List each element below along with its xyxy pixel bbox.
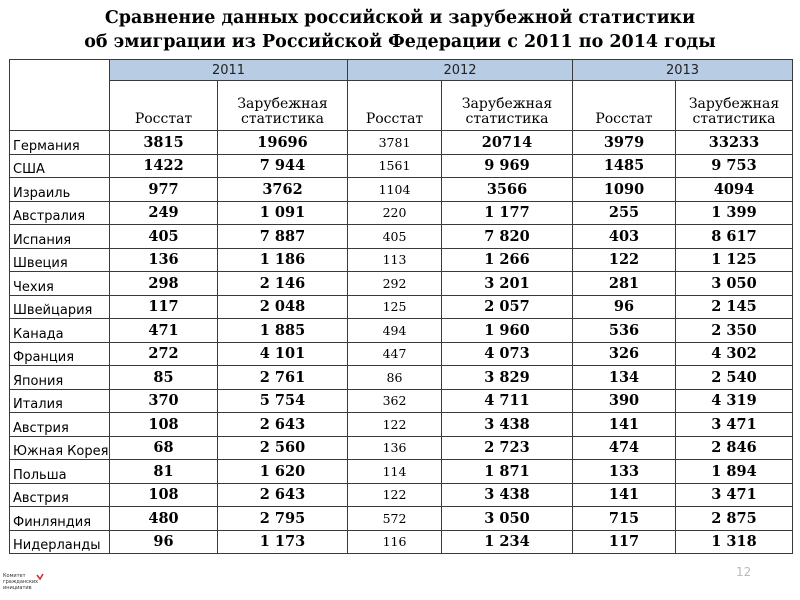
country-cell: Швеция (10, 248, 110, 272)
foreign-value-cell: 2 846 (676, 436, 793, 460)
table-row (10, 436, 793, 460)
rosstat-value-cell: 255 (573, 201, 676, 225)
table-row (10, 319, 793, 343)
table-row (10, 530, 793, 554)
rosstat-value-cell: 117 (110, 295, 218, 319)
rosstat-value-cell: 122 (348, 413, 442, 437)
year-2012-header: 2012 (348, 60, 573, 81)
foreign-value-cell: 3 471 (676, 413, 793, 437)
col-foreign-line2: статистика (240, 111, 325, 127)
logo-line-3: инициатив (3, 585, 32, 591)
col-rosstat-2012: Росстат (348, 81, 442, 131)
logo-line-1: Комитет (3, 573, 26, 579)
rosstat-value-cell: 117 (573, 530, 676, 554)
country-cell: Нидерланды (10, 530, 110, 554)
country-cell: Канада (10, 319, 110, 343)
foreign-value-cell: 2 540 (676, 366, 793, 390)
foreign-value-cell: 3 471 (676, 483, 793, 507)
foreign-value-cell: 1 234 (442, 530, 573, 554)
table-row (10, 248, 793, 272)
foreign-value-cell: 1 125 (676, 248, 793, 272)
foreign-value-cell: 3566 (442, 178, 573, 202)
foreign-value-cell: 33233 (676, 131, 793, 155)
rosstat-value-cell: 141 (573, 413, 676, 437)
rosstat-value-cell: 1104 (348, 178, 442, 202)
foreign-value-cell: 1 894 (676, 460, 793, 484)
table-row (10, 178, 793, 202)
foreign-value-cell: 3 050 (676, 272, 793, 296)
foreign-value-cell: 2 057 (442, 295, 573, 319)
rosstat-value-cell: 298 (110, 272, 218, 296)
foreign-value-cell: 2 350 (676, 319, 793, 343)
table-row (10, 507, 793, 531)
table-row (10, 483, 793, 507)
foreign-value-cell: 1 177 (442, 201, 573, 225)
rosstat-value-cell: 68 (110, 436, 218, 460)
rosstat-value-cell: 494 (348, 319, 442, 343)
foreign-value-cell: 2 643 (218, 413, 348, 437)
col-foreign-2013 (676, 81, 793, 131)
foreign-value-cell: 1 885 (218, 319, 348, 343)
foreign-value-cell: 8 617 (676, 225, 793, 249)
rosstat-value-cell: 1485 (573, 154, 676, 178)
foreign-value-cell: 2 643 (218, 483, 348, 507)
rosstat-value-cell: 405 (348, 225, 442, 249)
rosstat-value-cell: 96 (573, 295, 676, 319)
country-cell: Австралия (10, 201, 110, 225)
foreign-value-cell: 7 820 (442, 225, 573, 249)
table-row (10, 460, 793, 484)
country-cell: Австрия (10, 483, 110, 507)
foreign-value-cell: 3 829 (442, 366, 573, 390)
rosstat-value-cell: 977 (110, 178, 218, 202)
col-rosstat-2013: Росстат (573, 81, 676, 131)
country-cell: Франция (10, 342, 110, 366)
rosstat-value-cell: 447 (348, 342, 442, 366)
table-row (10, 131, 793, 155)
country-cell: Япония (10, 366, 110, 390)
foreign-value-cell: 9 753 (676, 154, 793, 178)
foreign-value-cell: 2 146 (218, 272, 348, 296)
logo-check-icon (36, 573, 44, 581)
foreign-value-cell: 20714 (442, 131, 573, 155)
rosstat-value-cell: 125 (348, 295, 442, 319)
foreign-value-cell: 4 101 (218, 342, 348, 366)
rosstat-value-cell: 715 (573, 507, 676, 531)
country-cell: Германия (10, 131, 110, 155)
rosstat-value-cell: 474 (573, 436, 676, 460)
rosstat-value-cell: 96 (110, 530, 218, 554)
rosstat-value-cell: 405 (110, 225, 218, 249)
year-header-row (10, 60, 793, 81)
country-cell: Австрия (10, 413, 110, 437)
foreign-value-cell: 2 795 (218, 507, 348, 531)
table-body (10, 131, 793, 554)
rosstat-value-cell: 113 (348, 248, 442, 272)
country-cell: Швейцария (10, 295, 110, 319)
foreign-value-cell: 3 438 (442, 483, 573, 507)
table-row (10, 154, 793, 178)
rosstat-value-cell: 136 (110, 248, 218, 272)
foreign-value-cell: 1 173 (218, 530, 348, 554)
rosstat-value-cell: 220 (348, 201, 442, 225)
foreign-value-cell: 3762 (218, 178, 348, 202)
foreign-value-cell: 2 145 (676, 295, 793, 319)
rosstat-value-cell: 81 (110, 460, 218, 484)
rosstat-value-cell: 1422 (110, 154, 218, 178)
title-line-1: Сравнение данных российской и зарубежной статистики (104, 8, 696, 28)
foreign-value-cell: 5 754 (218, 389, 348, 413)
rosstat-value-cell: 133 (573, 460, 676, 484)
emigration-table (9, 59, 793, 554)
foreign-value-cell: 7 944 (218, 154, 348, 178)
foreign-value-cell: 4 711 (442, 389, 573, 413)
col-foreign-line2: статистика (692, 111, 776, 127)
table-row (10, 201, 793, 225)
rosstat-value-cell: 136 (348, 436, 442, 460)
col-foreign-line1: Зарубежная (461, 96, 553, 112)
country-cell: Польша (10, 460, 110, 484)
committee-logo (3, 573, 63, 591)
foreign-value-cell: 2 875 (676, 507, 793, 531)
rosstat-value-cell: 362 (348, 389, 442, 413)
country-cell: США (10, 154, 110, 178)
year-2011-header: 2011 (110, 60, 348, 81)
rosstat-value-cell: 480 (110, 507, 218, 531)
rosstat-value-cell: 116 (348, 530, 442, 554)
table-row (10, 272, 793, 296)
rosstat-value-cell: 134 (573, 366, 676, 390)
rosstat-value-cell: 536 (573, 319, 676, 343)
foreign-value-cell: 19696 (218, 131, 348, 155)
col-foreign-line1: Зарубежная (237, 96, 328, 112)
foreign-value-cell: 1 620 (218, 460, 348, 484)
foreign-value-cell: 4 302 (676, 342, 793, 366)
page-number: 12 (736, 565, 752, 579)
foreign-value-cell: 2 048 (218, 295, 348, 319)
rosstat-value-cell: 370 (110, 389, 218, 413)
foreign-value-cell: 3 201 (442, 272, 573, 296)
rosstat-value-cell: 3781 (348, 131, 442, 155)
rosstat-value-cell: 471 (110, 319, 218, 343)
table-row (10, 295, 793, 319)
rosstat-value-cell: 86 (348, 366, 442, 390)
title-line-2: об эмиграции из Российской Федерации с 2011 по 2014 годы (84, 32, 716, 52)
col-foreign-line1: Зарубежная (688, 96, 780, 112)
col-foreign-2011 (218, 81, 348, 131)
foreign-value-cell: 1 091 (218, 201, 348, 225)
col-foreign-line2: статистика (465, 111, 549, 127)
country-cell: Италия (10, 389, 110, 413)
year-2013-header: 2013 (573, 60, 793, 81)
rosstat-value-cell: 3815 (110, 131, 218, 155)
foreign-value-cell: 2 761 (218, 366, 348, 390)
rosstat-value-cell: 390 (573, 389, 676, 413)
country-cell: Испания (10, 225, 110, 249)
page-title (0, 6, 800, 54)
rosstat-value-cell: 281 (573, 272, 676, 296)
rosstat-value-cell: 572 (348, 507, 442, 531)
rosstat-value-cell: 1561 (348, 154, 442, 178)
rosstat-value-cell: 272 (110, 342, 218, 366)
foreign-value-cell: 1 266 (442, 248, 573, 272)
table-row (10, 225, 793, 249)
rosstat-value-cell: 108 (110, 483, 218, 507)
rosstat-value-cell: 141 (573, 483, 676, 507)
country-cell: Израиль (10, 178, 110, 202)
rosstat-value-cell: 122 (573, 248, 676, 272)
foreign-value-cell: 4094 (676, 178, 793, 202)
foreign-value-cell: 1 871 (442, 460, 573, 484)
rosstat-value-cell: 292 (348, 272, 442, 296)
foreign-value-cell: 4 319 (676, 389, 793, 413)
rosstat-value-cell: 403 (573, 225, 676, 249)
country-cell: Финляндия (10, 507, 110, 531)
foreign-value-cell: 9 969 (442, 154, 573, 178)
country-cell: Чехия (10, 272, 110, 296)
rosstat-value-cell: 108 (110, 413, 218, 437)
column-header-row (10, 81, 793, 131)
corner-cell (10, 60, 110, 131)
foreign-value-cell: 2 560 (218, 436, 348, 460)
foreign-value-cell: 1 399 (676, 201, 793, 225)
table-row (10, 413, 793, 437)
foreign-value-cell: 1 960 (442, 319, 573, 343)
table-row (10, 342, 793, 366)
rosstat-value-cell: 3979 (573, 131, 676, 155)
table-row (10, 366, 793, 390)
country-cell: Южная Корея (10, 436, 110, 460)
foreign-value-cell: 4 073 (442, 342, 573, 366)
foreign-value-cell: 3 050 (442, 507, 573, 531)
foreign-value-cell: 7 887 (218, 225, 348, 249)
rosstat-value-cell: 85 (110, 366, 218, 390)
foreign-value-cell: 1 186 (218, 248, 348, 272)
table-row (10, 389, 793, 413)
logo-line-2: гражданских (3, 579, 39, 585)
col-foreign-2012 (442, 81, 573, 131)
foreign-value-cell: 2 723 (442, 436, 573, 460)
rosstat-value-cell: 249 (110, 201, 218, 225)
rosstat-value-cell: 1090 (573, 178, 676, 202)
col-rosstat-2011: Росстат (110, 81, 218, 131)
rosstat-value-cell: 114 (348, 460, 442, 484)
foreign-value-cell: 1 318 (676, 530, 793, 554)
foreign-value-cell: 3 438 (442, 413, 573, 437)
rosstat-value-cell: 326 (573, 342, 676, 366)
rosstat-value-cell: 122 (348, 483, 442, 507)
